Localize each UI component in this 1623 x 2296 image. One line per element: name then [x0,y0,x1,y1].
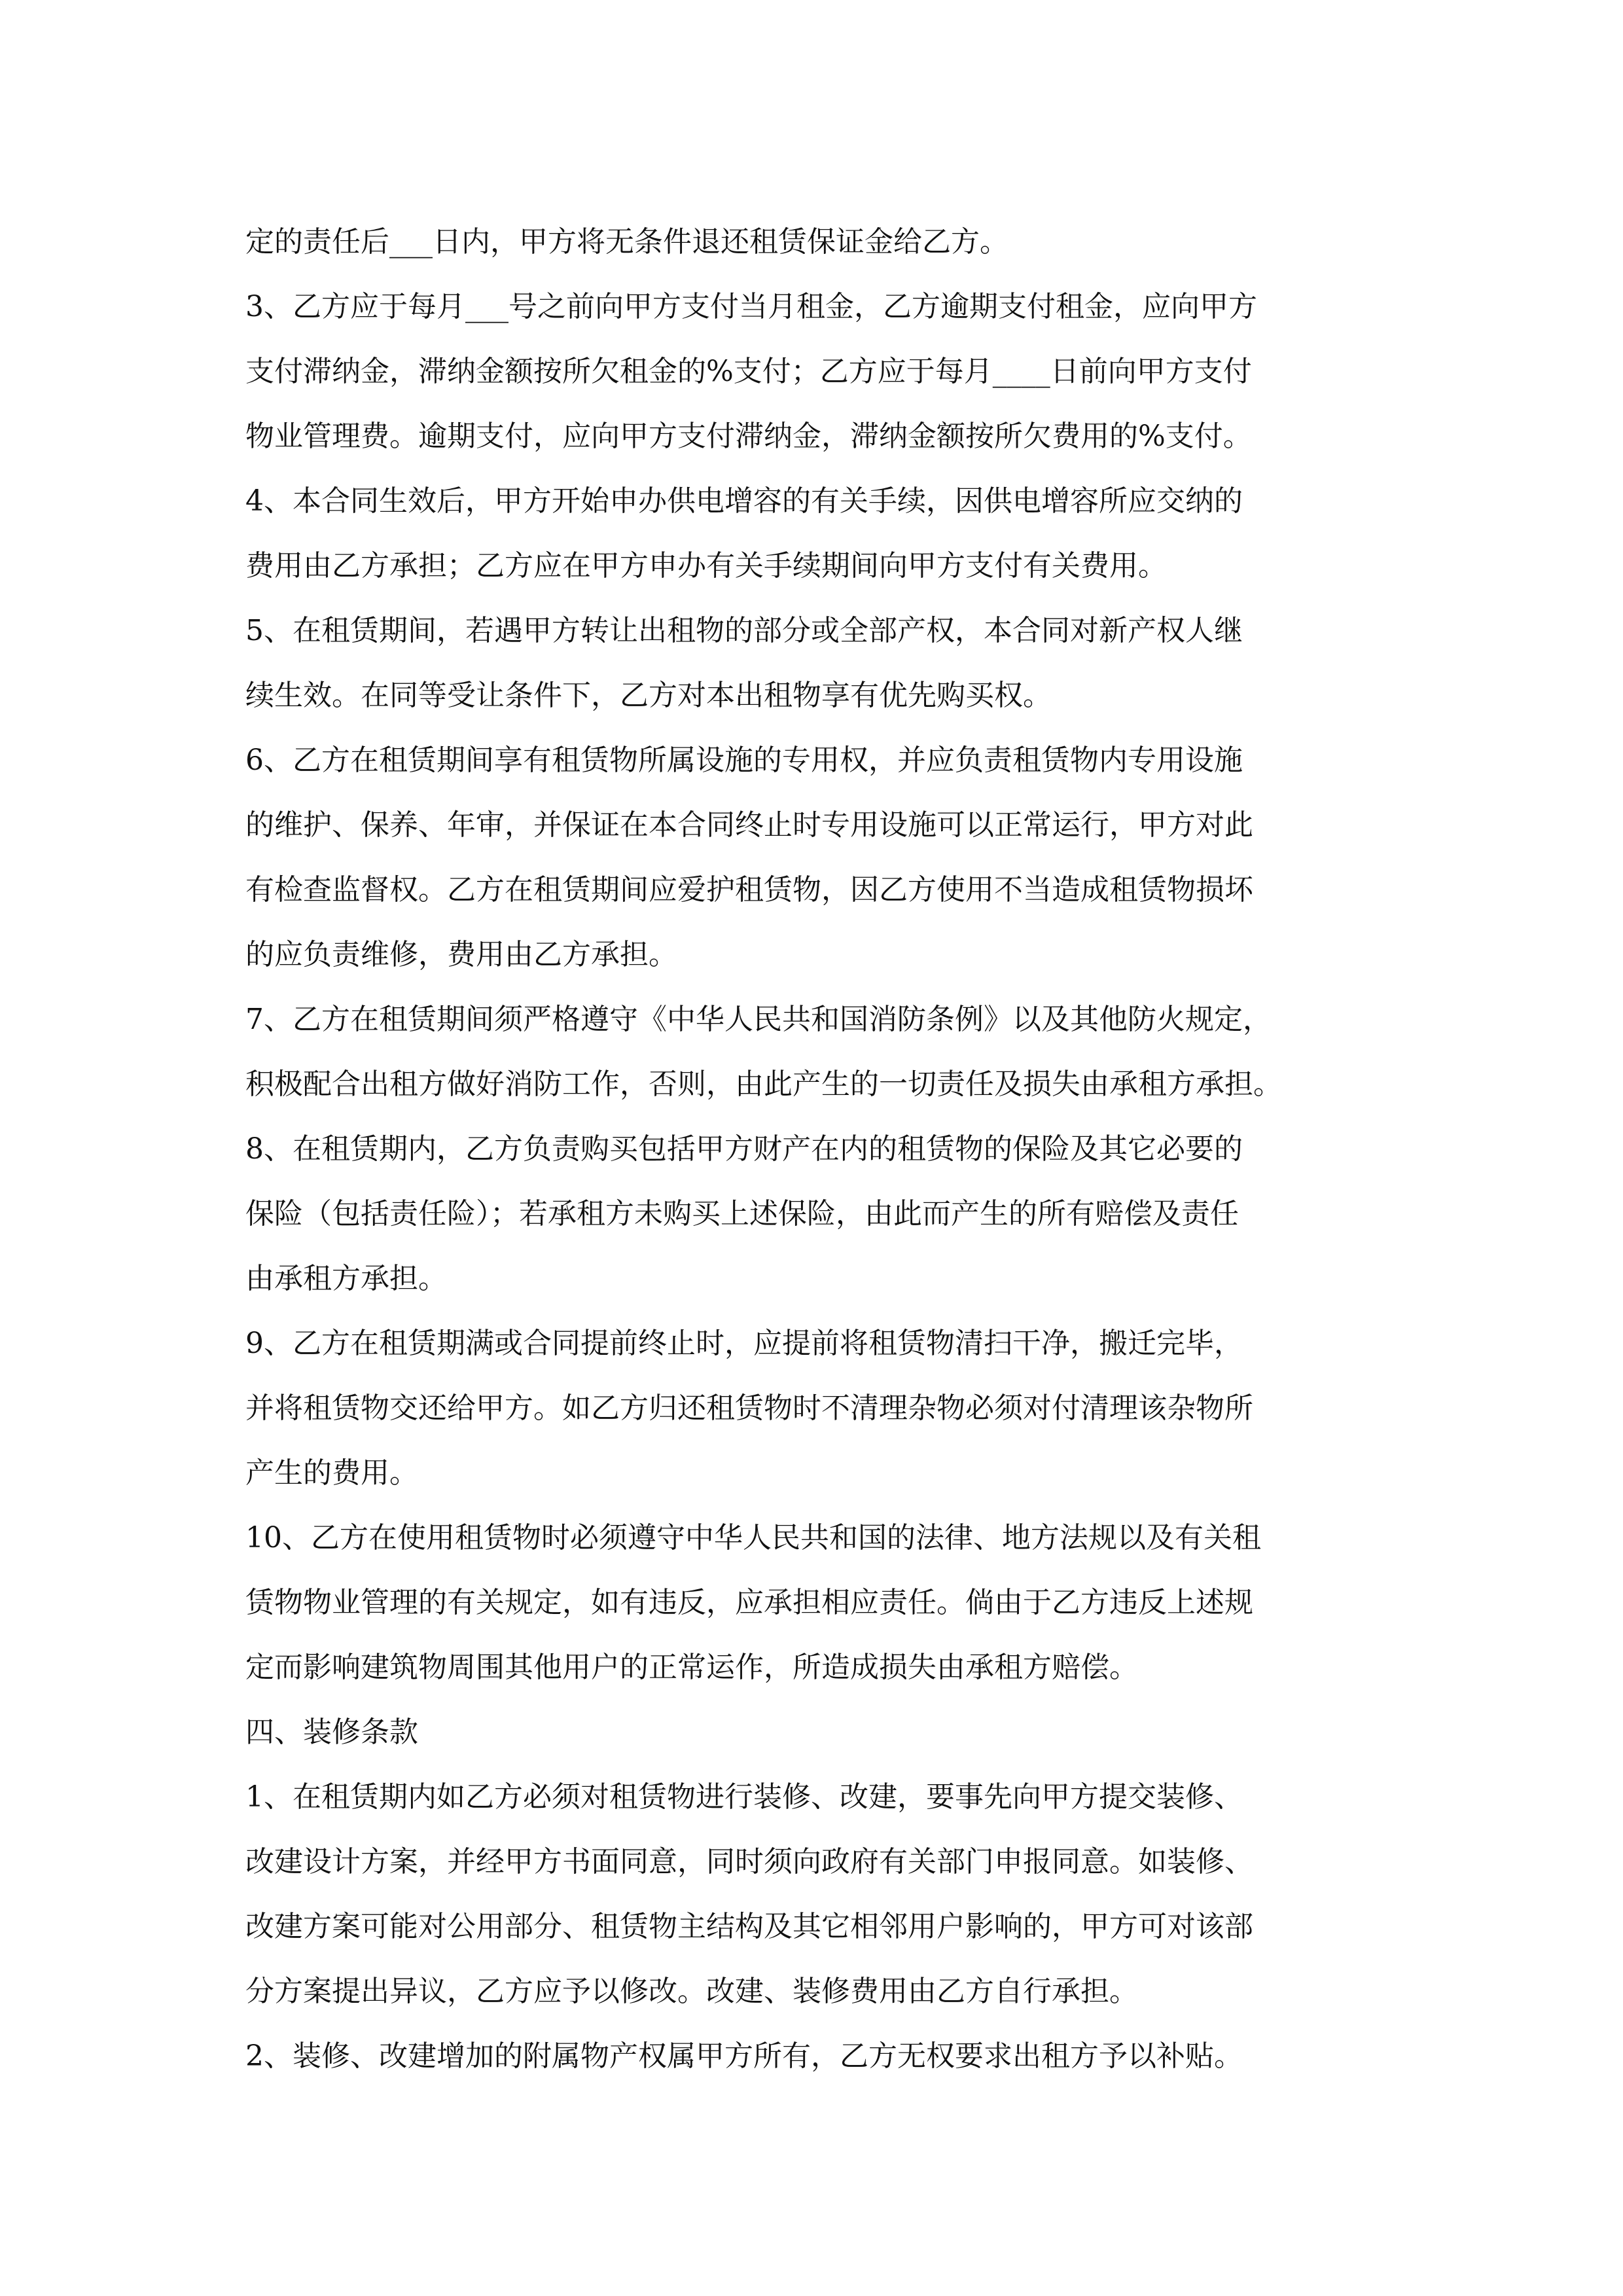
text-line: 9、乙方在租赁期满或合同提前终止时，应提前将租赁物清扫干净，搬迁完毕， [245,1327,1243,1360]
text-line: 积极配合出租方做好消防工作，否则，由此产生的一切责任及损失由承租方承担。 [245,1067,1282,1101]
text-line: 产生的费用。 [245,1456,418,1490]
text-line: 赁物物业管理的有关规定，如有违反，应承担相应责任。倘由于乙方违反上述规 [245,1586,1253,1619]
text-line: 改建设计方案，并经甲方书面同意，同时须向政府有关部门申报同意。如装修、 [245,1845,1253,1878]
text-line: 4、本合同生效后，甲方开始申办供电增容的有关手续，因供电增容所应交纳的 [245,484,1243,518]
text-line: 2、装修、改建增加的附属物产权属甲方所有，乙方无权要求出租方予以补贴。 [245,2039,1243,2073]
text-line: 1、在租赁期内如乙方必须对租赁物进行装修、改建，要事先向甲方提交装修、 [245,1780,1243,1814]
text-line: 续生效。在同等受让条件下，乙方对本出租物享有优先购买权。 [245,679,1052,712]
text-line: 并将租赁物交还给甲方。如乙方归还租赁物时不清理杂物必须对付清理该杂物所 [245,1391,1253,1425]
text-line: 8、在租赁期内，乙方负责购买包括甲方财产在内的租赁物的保险及其它必要的 [245,1132,1243,1166]
text-line: 费用由乙方承担；乙方应在甲方申办有关手续期间向甲方支付有关费用。 [245,549,1167,583]
text-line: 定的责任后___日内，甲方将无条件退还租赁保证金给乙方。 [245,225,1008,259]
text-line: 的维护、保养、年审，并保证在本合同终止时专用设施可以正常运行，甲方对此 [245,808,1253,842]
text-line: 7、乙方在租赁期间须严格遵守《中华人民共和国消防条例》以及其他防火规定， [245,1003,1272,1036]
text-line: 有检查监督权。乙方在租赁期间应爱护租赁物，因乙方使用不当造成租赁物损坏 [245,873,1253,906]
text-line: 10、乙方在使用租赁物时必须遵守中华人民共和国的法律、地方法规以及有关租 [245,1521,1261,1554]
text-line: 的应负责维修，费用由乙方承担。 [245,938,677,971]
text-line: 保险（包括责任险）；若承租方未购买上述保险，由此而产生的所有赔偿及责任 [245,1197,1239,1230]
text-line: 分方案提出异议，乙方应予以修改。改建、装修费用由乙方自行承担。 [245,1975,1138,2008]
section-heading: 四、装修条款 [245,1715,418,1749]
text-line: 定而影响建筑物周围其他用户的正常运作，所造成损失由承租方赔偿。 [245,1651,1138,1684]
text-line: 支付滞纳金，滞纳金额按所欠租金的%支付；乙方应于每月____日前向甲方支付 [245,355,1252,388]
text-line: 改建方案可能对公用部分、租赁物主结构及其它相邻用户影响的，甲方可对该部 [245,1910,1253,1943]
document-body [245,209,1397,2089]
text-line: 物业管理费。逾期支付，应向甲方支付滞纳金，滞纳金额按所欠费用的%支付。 [245,420,1252,453]
text-line: 6、乙方在租赁期间享有租赁物所属设施的专用权，并应负责租赁物内专用设施 [245,744,1243,777]
text-line: 3、乙方应于每月___号之前向甲方支付当月租金，乙方逾期支付租金，应向甲方 [245,290,1257,323]
text-line: 由承租方承担。 [245,1262,447,1295]
text-line: 5、在租赁期间，若遇甲方转让出租物的部分或全部产权，本合同对新产权人继 [245,614,1243,647]
